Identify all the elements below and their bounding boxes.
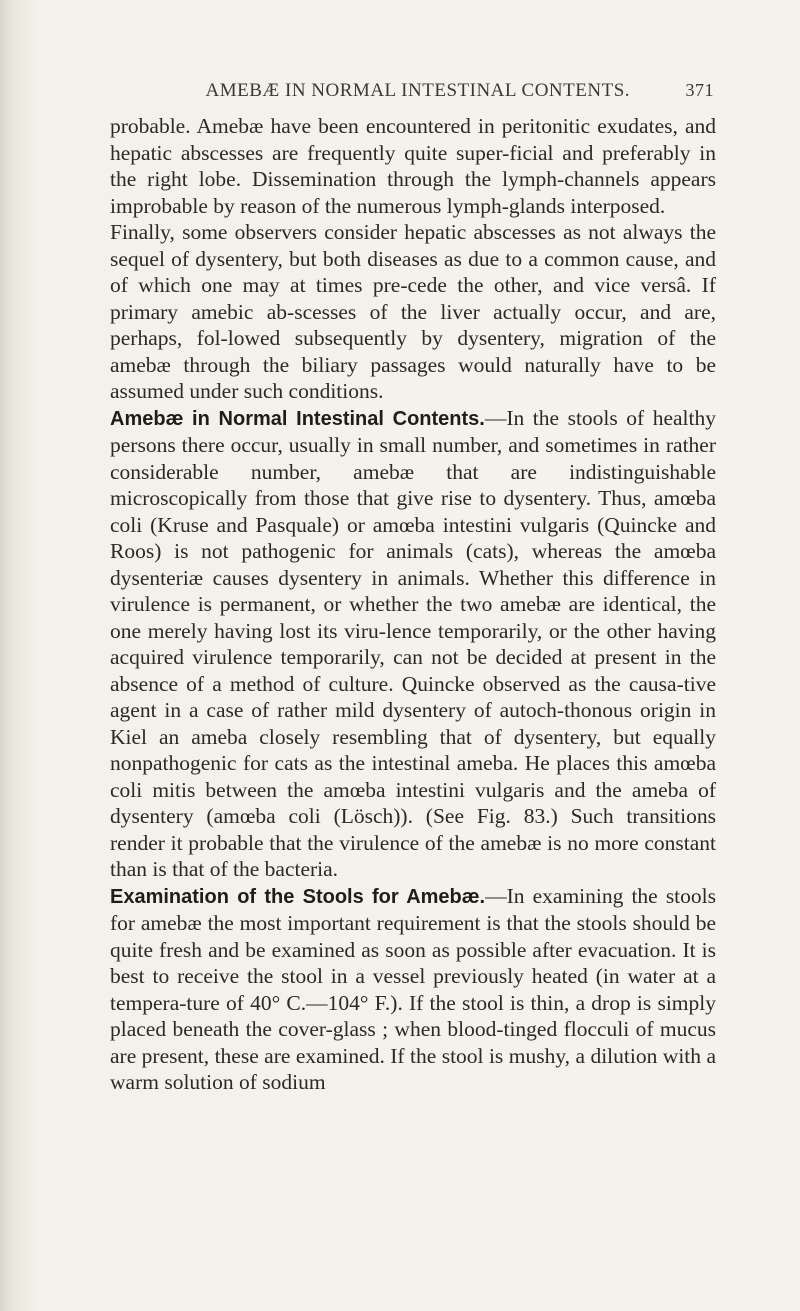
paragraph-text: Finally, some observers consider hepatic abscesses as not always the sequel of dysentery, but both diseases as due to a common cause, and of which one may at times pre-cede the other, and vice versâ. If primary amebic ab-scesses of the liver actually occur, and are, perhaps, fol-lowed subsequently by dysentery, migration of the amebæ through the biliary passages would naturally have to be assumed under such conditions. (110, 220, 716, 403)
paragraph (110, 219, 716, 405)
paragraph-text: —In the stools of healthy persons there occur, usually in small number, and sometimes in rather considerable number, amebæ that are indistinguishable microscopically from those that give rise to dysentery. Thus, amœba coli (Kruse and Pasquale) or amœba intestini vulgaris (Quincke and Roos) is not pathogenic for animals (cats), whereas the amœba dysenteriæ causes dysentery in animals. Whether this difference in virulence is permanent, or whether the two amebæ are identical, the one merely having lost its viru-lence temporarily, or the other having acquired virulence temporarily, can not be decided at present in the absence of a method of culture. Quincke observed as the causa-tive agent in a case of rather mild dysentery of autoch-thonous origin in Kiel an ameba closely resembling that of dysentery, but equally nonpathogenic for cats as the intestinal ameba. He places this amœba coli mitis between the amœba intestini vulgaris and the ameba of dysentery (amœba coli (Lösch)). (See Fig. 83.) Such transitions render it probable that the virulence of the amebæ is no more constant than is that of the bacteria. (110, 405, 716, 881)
paragraph-text: probable. Amebæ have been encountered in peritonitic exudates, and hepatic abscesses are frequently quite super-ficial and preferably in the right lobe. Dissemination through the lymph-channels appears improbable by reason of the numerous lymph-glands interposed. (110, 114, 716, 218)
paragraph (110, 405, 716, 883)
page-number: 371 (685, 80, 714, 100)
running-title: AMEBÆ IN NORMAL INTESTINAL CONTENTS. (205, 80, 631, 101)
paragraph (110, 883, 716, 1096)
paragraph (110, 113, 716, 219)
running-head (110, 80, 714, 102)
paragraph-text: —In examining the stools for amebæ the most important requirement is that the stools should be quite fresh and be examined as soon as possible after evacuation. It is best to receive the stool in a vessel previously heated (in water at a tempera-ture of 40° C.—104° F.). If the stool is thin, a drop is simply placed beneath the cover-glass ; when blood-tinged flocculi of mucus are present, these are examined. If the stool is mushy, a dilution with a warm solution of sodium (110, 883, 716, 1094)
section-heading: Amebæ in Normal Intestinal Contents. (110, 407, 485, 430)
body-text (110, 113, 716, 1096)
section-heading: Examination of the Stools for Amebæ. (110, 885, 486, 908)
